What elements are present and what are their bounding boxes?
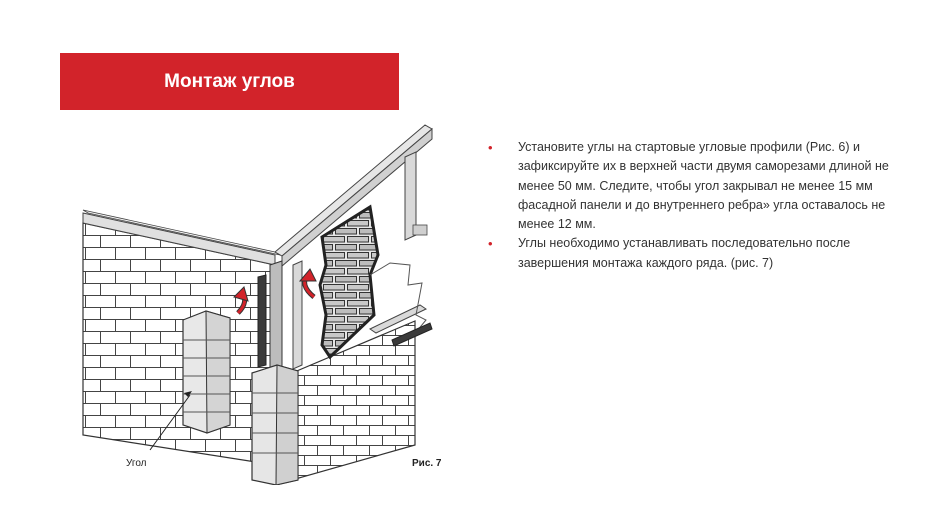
- corner-starter-profile: [258, 261, 282, 373]
- facade-panel: [320, 207, 378, 357]
- instruction-text: Углы необходимо устанавливать последовательно после завершения монтажа каждого ряда. (рис. 7): [518, 236, 851, 270]
- corner-label: Угол: [126, 458, 147, 469]
- corner-installation-illustration: [70, 115, 470, 485]
- instruction-text: Установите углы на стартовые угловые профили (Рис. 6) и зафиксируйте их в верхней части двумя саморезами длиной не менее 50 мм. Следите, чтобы угол закрывал не менее 15 мм фасадной панели и до внутреннего ребра» угла оставалось не менее 12 мм.: [518, 140, 889, 232]
- bullet-icon: •: [488, 140, 493, 155]
- instruction-item: [488, 138, 908, 234]
- instruction-item: [488, 234, 908, 273]
- section-title-banner: [60, 53, 399, 110]
- bullet-icon: •: [488, 236, 493, 252]
- corner-element-left: [183, 311, 230, 433]
- figure-caption: Рис. 7: [412, 458, 442, 469]
- corner-element-installed: [252, 365, 298, 485]
- left-brick-wall: [83, 223, 275, 465]
- instructions-list: [488, 138, 908, 273]
- section-title: Монтаж углов: [164, 70, 295, 92]
